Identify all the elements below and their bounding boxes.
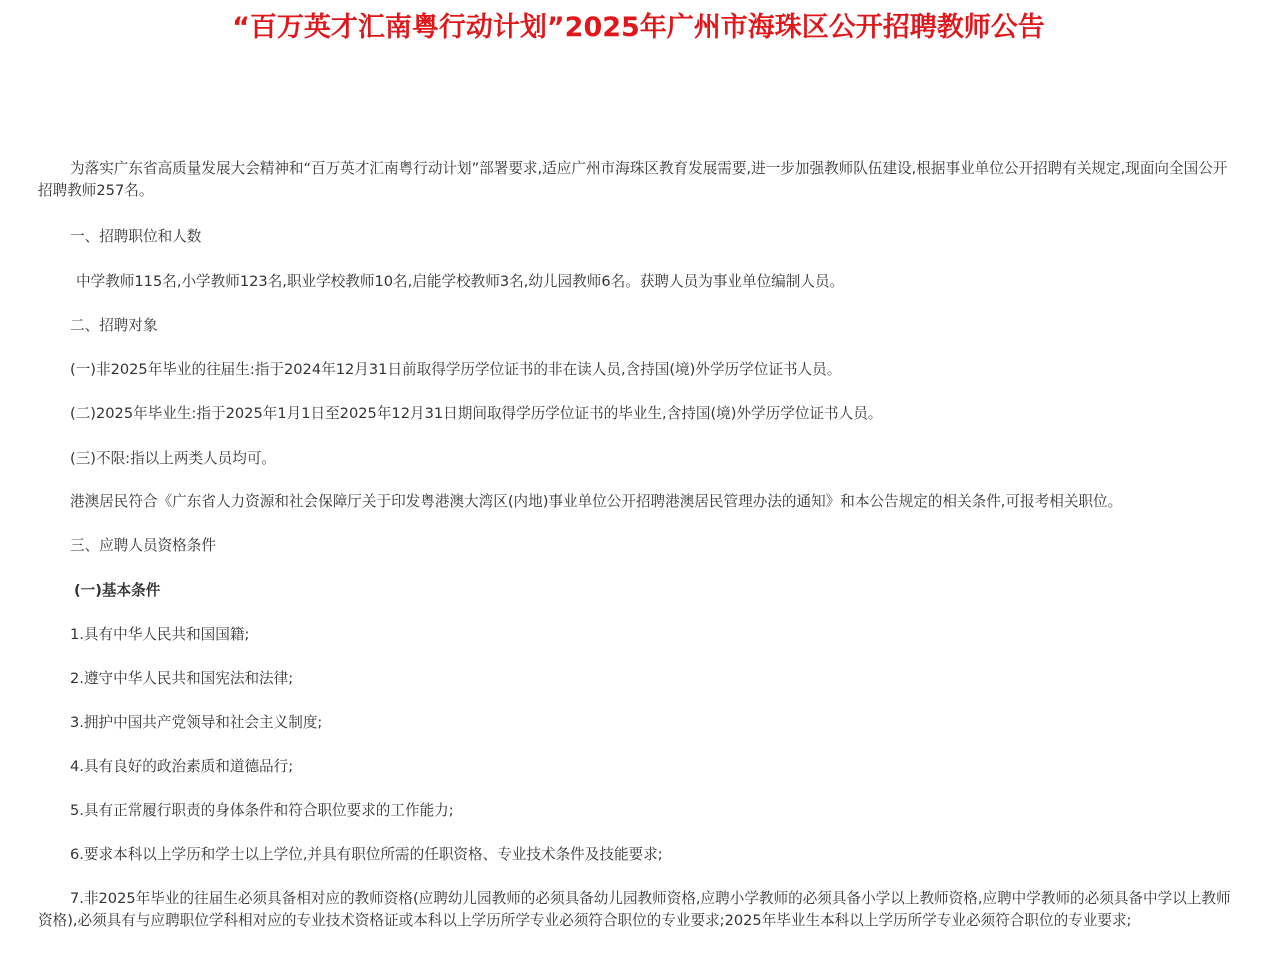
condition-item-5: 5.具有正常履行职责的身体条件和符合职位要求的工作能力; [70, 802, 454, 819]
section-2-item-2: (二)2025年毕业生:指于2025年1月1日至2025年12月31日期间取得学历学位证书的毕业生,含持国(境)外学历学位证书人员。 [70, 405, 883, 422]
condition-item-4: 4.具有良好的政治素质和道德品行; [70, 758, 294, 775]
section-1-body: 中学教师115名,小学教师123名,职业学校教师10名,启能学校教师3名,幼儿园教师6名。获聘人员为事业单位编制人员。 [76, 273, 845, 290]
section-3-heading: 三、应聘人员资格条件 [70, 537, 216, 554]
section-3-subheading: (一)基本条件 [74, 582, 161, 599]
page-title: “百万英才汇南粤行动计划”2025年广州市海珠区公开招聘教师公告 [232, 12, 1045, 43]
intro-paragraph: 为落实广东省高质量发展大会精神和“百万英才汇南粤行动计划”部署要求,适应广州市海珠区教育发展需要,进一步加强教师队伍建设,根据事业单位公开招聘有关规定,现面向全国公开招聘教师257名。 [38, 160, 1228, 199]
section-2-item-3: (三)不限:指以上两类人员均可。 [70, 450, 277, 467]
section-2-heading: 二、招聘对象 [70, 317, 158, 334]
condition-item-1: 1.具有中华人民共和国国籍; [70, 626, 250, 643]
condition-item-6: 6.要求本科以上学历和学士以上学位,并具有职位所需的任职资格、专业技术条件及技能要求; [70, 846, 663, 863]
section-2-note: 港澳居民符合《广东省人力资源和社会保障厅关于印发粤港澳大湾区(内地)事业单位公开招聘港澳居民管理办法的通知》和本公告规定的相关条件,可报考相关职位。 [70, 493, 1123, 510]
condition-item-2: 2.遵守中华人民共和国宪法和法律; [70, 670, 294, 687]
condition-item-7: 7.非2025年毕业的往届生必须具备相对应的教师资格(应聘幼儿园教师的必须具备幼儿园教师资格,应聘小学教师的必须具备小学以上教师资格,应聘中学教师的必须具备中学以上教师资格),必须具有与应聘职位学科相对应的专业技术资格证或本科以上学历所学专业必须符合职位的专业要求;2025年毕业生本科以上学历所学专业必须符合职位的专业要求; [38, 890, 1231, 929]
section-2-item-1: (一)非2025年毕业的往届生:指于2024年12月31日前取得学历学位证书的非在读人员,含持国(境)外学历学位证书人员。 [70, 361, 842, 378]
section-1-heading: 一、招聘职位和人数 [70, 228, 202, 245]
condition-item-3: 3.拥护中国共产党领导和社会主义制度; [70, 714, 323, 731]
